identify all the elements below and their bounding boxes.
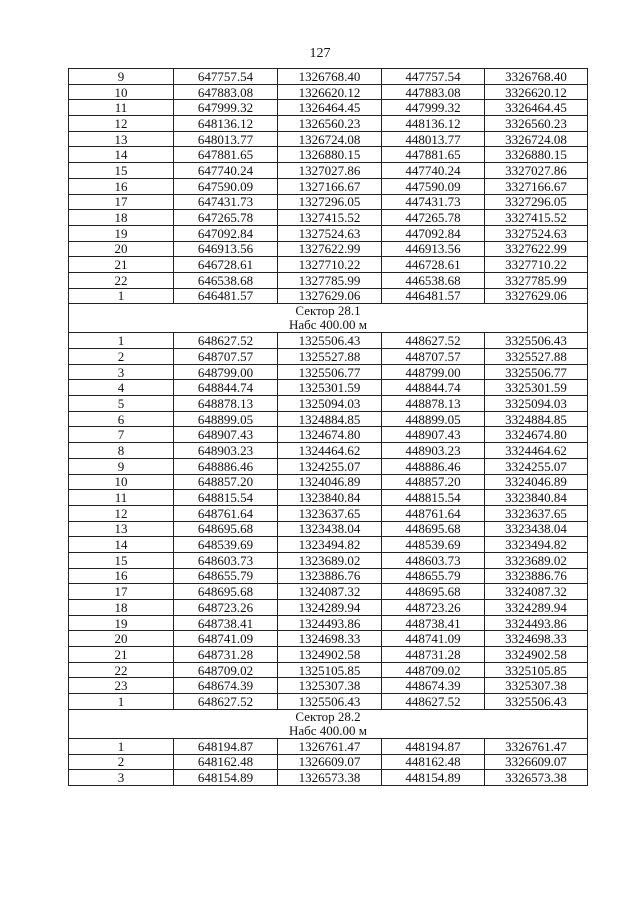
- x-coord-msk: 448709.02: [382, 662, 485, 678]
- y-coord-local: 1325506.43: [278, 694, 382, 710]
- point-number: 1: [69, 333, 174, 349]
- y-coord-msk: 3324902.58: [485, 647, 588, 663]
- table-row: [69, 147, 588, 163]
- table-row: [69, 443, 588, 459]
- point-number: 17: [69, 194, 174, 210]
- table-row: [69, 194, 588, 210]
- x-coord-msk: 446728.61: [382, 257, 485, 273]
- x-coord-msk: 447265.78: [382, 210, 485, 226]
- point-number: 13: [69, 131, 174, 147]
- y-coord-local: 1324493.86: [278, 615, 382, 631]
- x-coord-local: 647999.32: [174, 100, 278, 116]
- y-coord-local: 1324255.07: [278, 458, 382, 474]
- y-coord-msk: 3325105.85: [485, 662, 588, 678]
- sector-height: Набс 400.00 м: [288, 317, 368, 333]
- x-coord-msk: 448731.28: [382, 647, 485, 663]
- x-coord-msk: 448603.73: [382, 552, 485, 568]
- table-row: [69, 678, 588, 694]
- point-number: 18: [69, 600, 174, 616]
- table-row: [69, 257, 588, 273]
- x-coord-msk: 448761.64: [382, 505, 485, 521]
- y-coord-msk: 3326560.23: [485, 116, 588, 132]
- point-number: 3: [69, 770, 174, 786]
- point-number: 11: [69, 490, 174, 506]
- table-row: [69, 210, 588, 226]
- table-row: [69, 490, 588, 506]
- x-coord-local: 648709.02: [174, 662, 278, 678]
- point-number: 1: [69, 288, 174, 304]
- x-coord-local: 646538.68: [174, 272, 278, 288]
- table-row: [69, 537, 588, 553]
- x-coord-local: 648844.74: [174, 380, 278, 396]
- x-coord-local: 648539.69: [174, 537, 278, 553]
- y-coord-msk: 3324046.89: [485, 474, 588, 490]
- x-coord-msk: 448707.57: [382, 349, 485, 365]
- coordinates-table: [68, 68, 588, 786]
- point-number: 20: [69, 631, 174, 647]
- y-coord-local: 1326880.15: [278, 147, 382, 163]
- x-coord-local: 648136.12: [174, 116, 278, 132]
- y-coord-local: 1324674.80: [278, 427, 382, 443]
- x-coord-local: 648741.09: [174, 631, 278, 647]
- point-number: 9: [69, 69, 174, 85]
- y-coord-msk: 3327622.99: [485, 241, 588, 257]
- point-number: 14: [69, 147, 174, 163]
- y-coord-msk: 3323840.84: [485, 490, 588, 506]
- y-coord-msk: 3323494.82: [485, 537, 588, 553]
- x-coord-msk: 448878.13: [382, 396, 485, 412]
- table-row: [69, 396, 588, 412]
- table-row: [69, 225, 588, 241]
- x-coord-local: 648723.26: [174, 600, 278, 616]
- page-number: 127: [309, 46, 331, 61]
- y-coord-local: 1326768.40: [278, 69, 382, 85]
- point-number: 1: [69, 738, 174, 754]
- point-number: 11: [69, 100, 174, 116]
- y-coord-msk: 3326880.15: [485, 147, 588, 163]
- y-coord-local: 1323438.04: [278, 521, 382, 537]
- table-row: [69, 770, 588, 786]
- x-coord-msk: 447757.54: [382, 69, 485, 85]
- y-coord-msk: 3327629.06: [485, 288, 588, 304]
- point-number: 16: [69, 178, 174, 194]
- x-coord-msk: 448741.09: [382, 631, 485, 647]
- x-coord-local: 648899.05: [174, 411, 278, 427]
- table-row: [69, 333, 588, 349]
- x-coord-local: 647590.09: [174, 178, 278, 194]
- y-coord-msk: 3326464.45: [485, 100, 588, 116]
- table-row: [69, 69, 588, 85]
- table-row: [69, 241, 588, 257]
- table-row: [69, 738, 588, 754]
- y-coord-local: 1326560.23: [278, 116, 382, 132]
- x-coord-msk: 448723.26: [382, 600, 485, 616]
- x-coord-msk: 448903.23: [382, 443, 485, 459]
- y-coord-msk: 3324884.85: [485, 411, 588, 427]
- x-coord-msk: 447999.32: [382, 100, 485, 116]
- point-number: 12: [69, 505, 174, 521]
- table-row: [69, 505, 588, 521]
- point-number: 21: [69, 647, 174, 663]
- y-coord-msk: 3325506.77: [485, 364, 588, 380]
- table-row: [69, 552, 588, 568]
- x-coord-msk: 448886.46: [382, 458, 485, 474]
- point-number: 22: [69, 662, 174, 678]
- y-coord-msk: 3324255.07: [485, 458, 588, 474]
- x-coord-msk: 448136.12: [382, 116, 485, 132]
- y-coord-msk: 3324698.33: [485, 631, 588, 647]
- x-coord-msk: 448154.89: [382, 770, 485, 786]
- x-coord-msk: 447881.65: [382, 147, 485, 163]
- y-coord-local: 1325527.88: [278, 349, 382, 365]
- y-coord-local: 1325506.43: [278, 333, 382, 349]
- y-coord-local: 1323689.02: [278, 552, 382, 568]
- point-number: 3: [69, 364, 174, 380]
- sector-title: Сектор 28.1: [295, 303, 361, 319]
- y-coord-msk: 3325307.38: [485, 678, 588, 694]
- x-coord-msk: 448844.74: [382, 380, 485, 396]
- x-coord-msk: 447431.73: [382, 194, 485, 210]
- y-coord-msk: 3327166.67: [485, 178, 588, 194]
- point-number: 19: [69, 615, 174, 631]
- point-number: 10: [69, 84, 174, 100]
- point-number: 13: [69, 521, 174, 537]
- table-row: [69, 178, 588, 194]
- point-number: 5: [69, 396, 174, 412]
- x-coord-local: 648857.20: [174, 474, 278, 490]
- x-coord-local: 648154.89: [174, 770, 278, 786]
- y-coord-local: 1327296.05: [278, 194, 382, 210]
- x-coord-local: 648815.54: [174, 490, 278, 506]
- y-coord-msk: 3327027.86: [485, 163, 588, 179]
- point-number: 12: [69, 116, 174, 132]
- point-number: 20: [69, 241, 174, 257]
- x-coord-msk: 448857.20: [382, 474, 485, 490]
- x-coord-local: 648162.48: [174, 754, 278, 770]
- y-coord-local: 1325105.85: [278, 662, 382, 678]
- table-row: [69, 754, 588, 770]
- y-coord-msk: 3324087.32: [485, 584, 588, 600]
- y-coord-msk: 3323689.02: [485, 552, 588, 568]
- table-row: [69, 615, 588, 631]
- x-coord-local: 647757.54: [174, 69, 278, 85]
- x-coord-local: 648886.46: [174, 458, 278, 474]
- table-row: [69, 647, 588, 663]
- x-coord-msk: 447590.09: [382, 178, 485, 194]
- x-coord-local: 648695.68: [174, 584, 278, 600]
- x-coord-local: 648907.43: [174, 427, 278, 443]
- x-coord-msk: 448674.39: [382, 678, 485, 694]
- point-number: 19: [69, 225, 174, 241]
- point-number: 15: [69, 163, 174, 179]
- y-coord-local: 1326761.47: [278, 738, 382, 754]
- y-coord-local: 1326609.07: [278, 754, 382, 770]
- x-coord-local: 648707.57: [174, 349, 278, 365]
- point-number: 22: [69, 272, 174, 288]
- x-coord-msk: 448539.69: [382, 537, 485, 553]
- x-coord-local: 648695.68: [174, 521, 278, 537]
- x-coord-msk: 448695.68: [382, 521, 485, 537]
- y-coord-local: 1323840.84: [278, 490, 382, 506]
- table-row: [69, 364, 588, 380]
- y-coord-local: 1325506.77: [278, 364, 382, 380]
- sector-title: Сектор 28.2: [295, 709, 361, 724]
- y-coord-local: 1325301.59: [278, 380, 382, 396]
- y-coord-msk: 3327524.63: [485, 225, 588, 241]
- table-row: [69, 584, 588, 600]
- sector-header-row: [69, 709, 588, 738]
- sector-height: Набс 400.00 м: [288, 722, 368, 738]
- point-number: 4: [69, 380, 174, 396]
- table-row: [69, 411, 588, 427]
- y-coord-msk: 3326761.47: [485, 738, 588, 754]
- y-coord-msk: 3325527.88: [485, 349, 588, 365]
- y-coord-msk: 3325301.59: [485, 380, 588, 396]
- y-coord-local: 1324464.62: [278, 443, 382, 459]
- x-coord-msk: 448627.52: [382, 694, 485, 710]
- table-row: [69, 349, 588, 365]
- x-coord-local: 648799.00: [174, 364, 278, 380]
- y-coord-msk: 3325506.43: [485, 333, 588, 349]
- y-coord-msk: 3324493.86: [485, 615, 588, 631]
- table-row: [69, 116, 588, 132]
- y-coord-local: 1325307.38: [278, 678, 382, 694]
- x-coord-local: 647092.84: [174, 225, 278, 241]
- point-number: 21: [69, 257, 174, 273]
- y-coord-local: 1327524.63: [278, 225, 382, 241]
- point-number: 7: [69, 427, 174, 443]
- y-coord-msk: 3326609.07: [485, 754, 588, 770]
- x-coord-local: 646913.56: [174, 241, 278, 257]
- y-coord-local: 1327629.06: [278, 288, 382, 304]
- x-coord-msk: 448013.77: [382, 131, 485, 147]
- y-coord-msk: 3325506.43: [485, 694, 588, 710]
- y-coord-msk: 3327785.99: [485, 272, 588, 288]
- x-coord-local: 647431.73: [174, 194, 278, 210]
- y-coord-local: 1327415.52: [278, 210, 382, 226]
- point-number: 9: [69, 458, 174, 474]
- y-coord-msk: 3326573.38: [485, 770, 588, 786]
- x-coord-msk: 448899.05: [382, 411, 485, 427]
- x-coord-msk: 448162.48: [382, 754, 485, 770]
- point-number: 17: [69, 584, 174, 600]
- table-row: [69, 631, 588, 647]
- table-row: [69, 380, 588, 396]
- x-coord-local: 648674.39: [174, 678, 278, 694]
- point-number: 23: [69, 678, 174, 694]
- x-coord-msk: 447883.08: [382, 84, 485, 100]
- sector-header: [69, 709, 588, 738]
- table-row: [69, 694, 588, 710]
- x-coord-local: 648655.79: [174, 568, 278, 584]
- y-coord-msk: 3327296.05: [485, 194, 588, 210]
- y-coord-local: 1323494.82: [278, 537, 382, 553]
- table-row: [69, 600, 588, 616]
- x-coord-msk: 446538.68: [382, 272, 485, 288]
- y-coord-local: 1323886.76: [278, 568, 382, 584]
- point-number: 2: [69, 754, 174, 770]
- x-coord-local: 648731.28: [174, 647, 278, 663]
- y-coord-local: 1327785.99: [278, 272, 382, 288]
- sector-header-row: [69, 304, 588, 333]
- y-coord-local: 1327166.67: [278, 178, 382, 194]
- y-coord-local: 1324087.32: [278, 584, 382, 600]
- point-number: 14: [69, 537, 174, 553]
- y-coord-local: 1326464.45: [278, 100, 382, 116]
- x-coord-local: 647883.08: [174, 84, 278, 100]
- y-coord-local: 1324289.94: [278, 600, 382, 616]
- y-coord-msk: 3323438.04: [485, 521, 588, 537]
- y-coord-msk: 3324674.80: [485, 427, 588, 443]
- table-row: [69, 163, 588, 179]
- table-row: [69, 474, 588, 490]
- table-row: [69, 427, 588, 443]
- y-coord-msk: 3327710.22: [485, 257, 588, 273]
- table-row: [69, 662, 588, 678]
- x-coord-msk: 446913.56: [382, 241, 485, 257]
- table-row: [69, 458, 588, 474]
- x-coord-msk: 448695.68: [382, 584, 485, 600]
- x-coord-local: 648627.52: [174, 333, 278, 349]
- point-number: 6: [69, 411, 174, 427]
- point-number: 2: [69, 349, 174, 365]
- point-number: 18: [69, 210, 174, 226]
- point-number: 16: [69, 568, 174, 584]
- y-coord-msk: 3324464.62: [485, 443, 588, 459]
- x-coord-msk: 447740.24: [382, 163, 485, 179]
- x-coord-local: 648903.23: [174, 443, 278, 459]
- y-coord-msk: 3325094.03: [485, 396, 588, 412]
- y-coord-msk: 3327415.52: [485, 210, 588, 226]
- x-coord-msk: 448907.43: [382, 427, 485, 443]
- table-row: [69, 100, 588, 116]
- x-coord-local: 648738.41: [174, 615, 278, 631]
- y-coord-local: 1324698.33: [278, 631, 382, 647]
- point-number: 1: [69, 694, 174, 710]
- y-coord-local: 1326724.08: [278, 131, 382, 147]
- x-coord-local: 646481.57: [174, 288, 278, 304]
- y-coord-msk: 3326724.08: [485, 131, 588, 147]
- y-coord-msk: 3323637.65: [485, 505, 588, 521]
- x-coord-msk: 448627.52: [382, 333, 485, 349]
- y-coord-msk: 3326620.12: [485, 84, 588, 100]
- x-coord-local: 647881.65: [174, 147, 278, 163]
- x-coord-msk: 446481.57: [382, 288, 485, 304]
- table-row: [69, 521, 588, 537]
- x-coord-local: 648761.64: [174, 505, 278, 521]
- x-coord-msk: 447092.84: [382, 225, 485, 241]
- x-coord-local: 648013.77: [174, 131, 278, 147]
- x-coord-local: 648603.73: [174, 552, 278, 568]
- x-coord-msk: 448815.54: [382, 490, 485, 506]
- table-row: [69, 84, 588, 100]
- y-coord-msk: 3326768.40: [485, 69, 588, 85]
- x-coord-local: 646728.61: [174, 257, 278, 273]
- y-coord-local: 1324884.85: [278, 411, 382, 427]
- x-coord-local: 648627.52: [174, 694, 278, 710]
- sector-header: [69, 304, 588, 333]
- y-coord-local: 1326573.38: [278, 770, 382, 786]
- x-coord-local: 647740.24: [174, 163, 278, 179]
- table-row: [69, 288, 588, 304]
- y-coord-local: 1325094.03: [278, 396, 382, 412]
- x-coord-msk: 448655.79: [382, 568, 485, 584]
- table-row: [69, 131, 588, 147]
- x-coord-local: 648878.13: [174, 396, 278, 412]
- point-number: 8: [69, 443, 174, 459]
- y-coord-local: 1324902.58: [278, 647, 382, 663]
- x-coord-msk: 448799.00: [382, 364, 485, 380]
- x-coord-local: 648194.87: [174, 738, 278, 754]
- y-coord-local: 1324046.89: [278, 474, 382, 490]
- y-coord-local: 1326620.12: [278, 84, 382, 100]
- point-number: 10: [69, 474, 174, 490]
- x-coord-local: 647265.78: [174, 210, 278, 226]
- y-coord-msk: 3323886.76: [485, 568, 588, 584]
- y-coord-local: 1327622.99: [278, 241, 382, 257]
- y-coord-local: 1323637.65: [278, 505, 382, 521]
- y-coord-local: 1327710.22: [278, 257, 382, 273]
- y-coord-local: 1327027.86: [278, 163, 382, 179]
- x-coord-msk: 448738.41: [382, 615, 485, 631]
- point-number: 15: [69, 552, 174, 568]
- x-coord-msk: 448194.87: [382, 738, 485, 754]
- y-coord-msk: 3324289.94: [485, 600, 588, 616]
- table-row: [69, 272, 588, 288]
- table-row: [69, 568, 588, 584]
